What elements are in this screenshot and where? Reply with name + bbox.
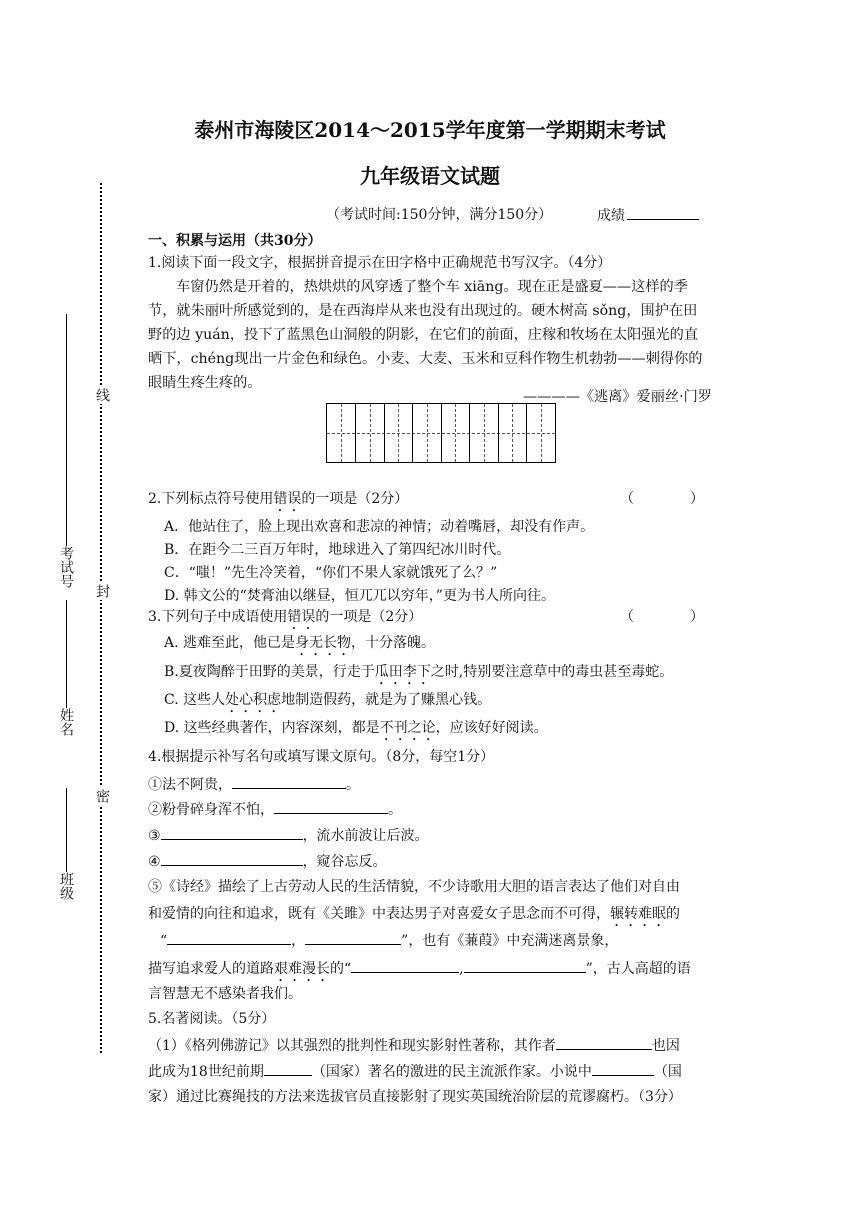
q3-b-pre: B.夏夜陶醉于田野的美景，行走于 bbox=[164, 664, 375, 680]
q4-item-3-end: ，流水前波让后波。 bbox=[302, 828, 429, 844]
grid-divider bbox=[441, 404, 442, 462]
q3-stem-emphasis: 错误 bbox=[287, 609, 316, 625]
q4-blank-3[interactable] bbox=[161, 824, 303, 840]
q4-i5-text: “ bbox=[160, 933, 168, 949]
grid-divider bbox=[526, 404, 527, 462]
q4-item-4-end: ，窥谷忘反。 bbox=[302, 854, 387, 870]
grid-midline bbox=[541, 404, 542, 462]
q1-passage-line: 眼睛生疼生疼的。 bbox=[148, 375, 262, 391]
q4-item-2-text: ②粉骨碎身浑不怕， bbox=[148, 802, 274, 818]
q4-item-4-num: ④ bbox=[148, 854, 161, 870]
grid-midline bbox=[427, 404, 428, 462]
q3-d-post: ，应该好好阅读。 bbox=[435, 720, 548, 736]
q4-i5-text: , bbox=[459, 961, 464, 977]
section-heading: 一、积累与运用（共30分） bbox=[148, 233, 322, 249]
q4-item-5-line bbox=[160, 929, 618, 950]
q3-b-post: 之时,特别要注意草中的毒虫甚至毒蛇。 bbox=[430, 664, 674, 680]
exam-info: （考试时间:150分钟，满分150分） bbox=[326, 207, 553, 223]
q5-line bbox=[148, 1060, 682, 1081]
q4-i5-text: 的 bbox=[666, 906, 680, 922]
q4-item-1 bbox=[148, 773, 360, 794]
q5-text: 此成为18世纪前期 bbox=[148, 1064, 264, 1080]
q4-blank-2[interactable] bbox=[274, 798, 388, 814]
q4-i5-text: ”，也有《蒹葭》中充满迷离景象， bbox=[401, 933, 619, 949]
q4-i5-text: 的“ bbox=[330, 961, 352, 977]
q2-option-c: C．“嗤！”先生冷笑着，“你们不果人家就饿死了么？” bbox=[164, 565, 498, 581]
q3-option-b bbox=[164, 661, 673, 688]
q5-text: 也因 bbox=[651, 1038, 680, 1054]
class-blank[interactable] bbox=[66, 788, 67, 872]
q3-c-idiom: 处心积虑 bbox=[225, 692, 282, 708]
q3-a-post: ，十分落魄。 bbox=[351, 635, 436, 651]
class-label: 班级 bbox=[58, 872, 74, 900]
q1-passage-line: 节，就朱丽叶所感觉到的，是在西海岸从来也没有出现过的。硬木树高 sǒng，围护在田 bbox=[148, 303, 698, 319]
q3-c-pre: C. 这些人 bbox=[164, 692, 226, 708]
grid-divider bbox=[355, 404, 356, 462]
q4-i5-text: 和爱情的向往和追求，既有《关雎》中表达男子对喜爱女子思念而不可得， bbox=[148, 906, 610, 922]
name-blank[interactable] bbox=[66, 600, 67, 708]
q4-item-5-line bbox=[148, 903, 680, 930]
q4-item-5-line bbox=[148, 957, 691, 985]
q1-passage-line: 车窗仍然是开着的，热烘烘的风穿透了整个车 xiāng。现在正是盛夏——这样的季 bbox=[176, 279, 688, 295]
q4-blank-5d[interactable] bbox=[464, 957, 586, 973]
q5-text: （国家）著名的激进的民主流派作家。小说中 bbox=[311, 1064, 592, 1080]
name-field[interactable] bbox=[56, 600, 76, 736]
exam-number-field[interactable] bbox=[56, 314, 76, 588]
binding-dotted-line bbox=[100, 183, 102, 1053]
tianzige-grid[interactable] bbox=[326, 403, 556, 463]
q1-stem: 1.阅读下面一段文字，根据拼音提示在田字格中正确规范书写汉字。（4分） bbox=[148, 255, 612, 271]
q3-option-d bbox=[164, 717, 548, 744]
q3-d-pre: D. 这些经典著作，内容深刻，都是 bbox=[164, 720, 380, 736]
score-label: 成绩 bbox=[597, 208, 625, 224]
q4-item-2-end: 。 bbox=[388, 802, 402, 818]
q3-stem-a: 3.下列句子中成语使用 bbox=[148, 609, 288, 625]
q4-item-3-num: ③ bbox=[148, 828, 161, 844]
q5-blank-author[interactable] bbox=[556, 1034, 652, 1050]
q3-d-idiom: 不刊之论 bbox=[379, 720, 436, 736]
exam-number-label: 考试号 bbox=[58, 546, 74, 588]
q2-answer-paren[interactable]: （ ） bbox=[620, 491, 704, 507]
q5-blank-country-2[interactable] bbox=[592, 1060, 654, 1076]
q3-b-idiom: 瓜田李下 bbox=[374, 664, 431, 680]
q4-i5-text: 描写追求爱人的道路 bbox=[148, 961, 274, 977]
q4-blank-4[interactable] bbox=[161, 850, 303, 866]
q4-blank-1[interactable] bbox=[232, 773, 346, 789]
q3-a-idiom: 身无长物 bbox=[295, 635, 352, 651]
binding-label-feng: 封 bbox=[94, 584, 110, 598]
grid-divider bbox=[384, 404, 385, 462]
score-field[interactable] bbox=[597, 204, 699, 225]
q1-source: ————《逃离》爱丽丝·门罗 bbox=[523, 389, 712, 405]
q2-option-d: D. 韩文公的“焚膏油以继昼，恒兀兀以穷年，”更为书人所向往。 bbox=[164, 588, 555, 604]
q2-stem-b: 的一项是（2分） bbox=[301, 491, 409, 507]
grid-midline bbox=[484, 404, 485, 462]
q3-a-pre: A. 逃难至此，他已是 bbox=[164, 635, 296, 651]
q4-item-5-line: 言智慧无不感染者我们。 bbox=[148, 986, 302, 1002]
q2-option-a: A．他站住了，脸上现出欢喜和悲凉的神情；动着嘴唇，却没有作声。 bbox=[164, 519, 595, 535]
q2-option-b: B．在距今二三百万年时，地球进入了第四纪冰川时代。 bbox=[164, 542, 511, 558]
q2-stem bbox=[148, 488, 408, 515]
q5-text: （1）《格列佛游记》以其强烈的批判性和现实影射性著称，其作者 bbox=[148, 1038, 556, 1054]
q1-passage-line: 晒下，chéng现出一片金色和绿色。小麦、大麦、玉米和豆科作物生机勃勃——刺得你的 bbox=[148, 351, 703, 367]
q5-stem: 5.名著阅读。（5分） bbox=[148, 1011, 276, 1027]
q4-item-3 bbox=[148, 824, 429, 845]
q1-passage-line: 野的边 yuán，投下了蓝黑色山洞般的阴影，在它们的前面，庄稼和牧场在太阳强光的直 bbox=[148, 327, 699, 343]
q2-stem-a: 2.下列标点符号使用 bbox=[148, 491, 274, 507]
class-field[interactable] bbox=[56, 788, 76, 900]
binding-label-mi: 密 bbox=[94, 789, 110, 803]
q5-line bbox=[148, 1034, 680, 1055]
q2-stem-emphasis: 错误 bbox=[273, 491, 302, 507]
q4-item-1-end: 。 bbox=[346, 777, 360, 793]
q4-blank-5c[interactable] bbox=[351, 957, 459, 973]
q4-blank-5b[interactable] bbox=[305, 929, 401, 945]
q3-stem-b: 的一项是（2分） bbox=[315, 609, 423, 625]
q4-stem: 4.根据提示补写名句或填写课文原句。（8分，每空1分） bbox=[148, 749, 495, 765]
binding-label-xian: 线 bbox=[94, 388, 110, 402]
grid-divider bbox=[412, 404, 413, 462]
q3-option-a bbox=[164, 632, 435, 659]
q4-item-5-line: ⑤《诗经》描绘了上古劳动人民的生活情貌，不少诗歌用大胆的语言表达了他们对自由 bbox=[148, 879, 680, 895]
q5-text: （国 bbox=[653, 1064, 682, 1080]
grid-midline bbox=[455, 404, 456, 462]
exam-number-blank[interactable] bbox=[66, 314, 67, 546]
q4-i5-text: ， bbox=[291, 933, 306, 949]
q4-i5-emphasis: 艰难漫长 bbox=[274, 961, 330, 977]
q3-answer-paren[interactable]: （ ） bbox=[620, 609, 704, 625]
q4-item-1-text: ①法不阿贵， bbox=[148, 777, 232, 793]
grid-midline bbox=[512, 404, 513, 462]
q3-c-post: 地制造假药，就是为了赚黑心钱。 bbox=[281, 692, 492, 708]
exam-subtitle: 九年级语文试题 bbox=[360, 164, 500, 188]
name-label: 姓名 bbox=[58, 708, 74, 736]
q4-item-2 bbox=[148, 798, 402, 819]
q4-blank-5a[interactable] bbox=[167, 929, 291, 945]
grid-midline bbox=[370, 404, 371, 462]
q3-stem bbox=[148, 606, 422, 633]
q4-item-4 bbox=[148, 850, 387, 871]
grid-midline bbox=[341, 404, 342, 462]
q5-blank-country[interactable] bbox=[264, 1060, 312, 1076]
q4-i5-emphasis: 辗转难眠 bbox=[610, 906, 666, 922]
grid-midline bbox=[398, 404, 399, 462]
score-blank[interactable] bbox=[627, 204, 699, 220]
grid-divider bbox=[469, 404, 470, 462]
q5-line: 家）通过比赛绳技的方法来选拔官员直接影射了现实英国统治阶层的荒谬腐朽。（3分） bbox=[148, 1089, 682, 1105]
grid-divider bbox=[498, 404, 499, 462]
exam-title: 泰州市海陵区2014～2015学年度第一学期期末考试 bbox=[194, 118, 666, 142]
q3-option-c bbox=[164, 689, 491, 716]
q4-i5-text: ”，古人高超的语 bbox=[585, 961, 691, 977]
